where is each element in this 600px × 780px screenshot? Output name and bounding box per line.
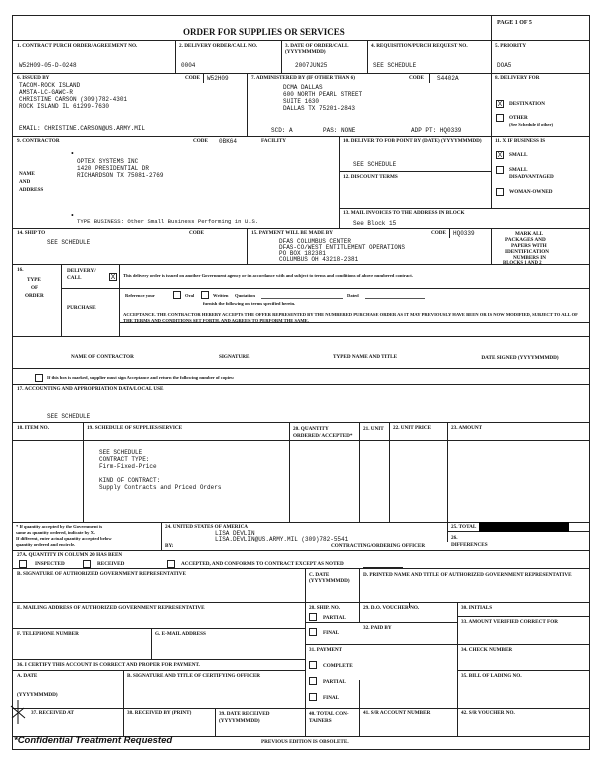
written-checkbox[interactable] xyxy=(201,291,209,299)
issued-line-3: CHRISTINE CARSON (309)782-4301 xyxy=(19,96,128,103)
accounting-value: SEE SCHEDULE xyxy=(47,413,91,420)
item-line-1: SEE SCHEDULE xyxy=(99,449,143,456)
ship-to-value: SEE SCHEDULE xyxy=(47,239,91,246)
administered-line-3: SUITE 1630 xyxy=(283,98,320,105)
disadvantaged-label-2: DISADVANTAGED xyxy=(509,174,554,180)
issued-email: EMAIL: CHRISTINE.CARSON@US.ARMY.MIL xyxy=(19,125,146,132)
gov-note-3: If different, enter actual quantity accepted below xyxy=(16,536,112,541)
initials-label: 30. INITIALS xyxy=(461,605,493,611)
mark-all-2: PACKAGES AND xyxy=(505,237,546,243)
auth-rep-signature-label: B. SIGNATURE OF AUTHORIZED GOVERNMENT REPRESENTATIVE xyxy=(17,571,186,577)
item-line-6: Supply Contracts and Priced Orders xyxy=(99,484,222,491)
united-states-label: 24. UNITED STATES OF AMERICA xyxy=(165,524,249,530)
partial-checkbox[interactable] xyxy=(309,613,317,621)
contractor-line-1: OPTEX SYSTEMS INC xyxy=(77,158,139,165)
check-number-label: 34. CHECK NUMBER xyxy=(461,647,513,653)
complete-label: COMPLETE xyxy=(323,663,353,669)
issued-by-label: 6. ISSUED BY xyxy=(17,75,50,81)
by-label: BY: xyxy=(165,543,174,549)
destination-checkbox[interactable]: X xyxy=(497,101,503,108)
other-note: (See Schedule if other) xyxy=(509,122,554,127)
accepted-label: ACCEPTED, AND CONFORMS TO CONTRACT EXCEPT AS NOTED xyxy=(181,561,344,567)
email-address-label: G. E-MAIL ADDRESS xyxy=(155,631,206,637)
item-no-header: 18. ITEM NO. xyxy=(17,425,49,431)
ship-to-label: 14. SHIP TO xyxy=(17,230,46,236)
unit-price-header: 22. UNIT PRICE xyxy=(393,425,432,431)
gov-note-2: same as quantity ordered, indicate by X. xyxy=(16,530,96,535)
total-containers-label: 40. TOTAL CON-TAINERS xyxy=(309,711,349,724)
quotation-label: Quotation xyxy=(235,293,255,298)
issued-code-label: CODE xyxy=(185,75,200,81)
gov-note-1: * If quantity accepted by the Government is xyxy=(16,524,103,529)
business-type: TYPE BUSINESS: Other Small Business Performing in U.S. xyxy=(77,218,259,225)
payment-line-2: DFAS-CO/WEST ENTITLEMENT OPERATIONS xyxy=(279,244,406,251)
woman-owned-label: WOMAN-OWNED xyxy=(509,189,553,195)
pas-value: PAS: NONE xyxy=(323,127,356,134)
received-by-label: 38. RECEIVED BY (PRINT) xyxy=(127,710,192,716)
administered-line-1: DCMA DALLAS xyxy=(283,84,323,91)
paid-by-label: 32. PAID BY xyxy=(363,625,392,631)
order-date-value: 2007JUN25 xyxy=(295,62,328,69)
delivery-for-label: 8. DELIVERY FOR xyxy=(495,75,540,81)
acceptance-text: ACCEPTANCE. THE CONTRACTOR HEREBY ACCEPTS THE OFFER REPRESENTED BY THE NUMBERED PURCHASE ORDER AS IT MAY PREVIOUSLY HAVE BEEN OR IS NOW MODIFIED, SUBJECT TO ALL OF THE TERMS AND CONDITIONS SET FORTH, AND AGREES TO PERFORM THE SAME. xyxy=(123,312,578,324)
previous-edition-note: PREVIOUS EDITION IS OBSOLETE. xyxy=(261,739,349,745)
total-label: 25. TOTAL xyxy=(451,524,477,530)
name-label: NAME xyxy=(19,171,35,177)
payment-code-value: HQ0339 xyxy=(453,230,475,237)
delivery-order-label: 2. DELIVERY ORDER/CALL NO. xyxy=(179,43,258,49)
destination-label: DESTINATION xyxy=(509,101,545,107)
priority-value: DOA5 xyxy=(497,62,512,69)
acceptance-checkbox[interactable] xyxy=(35,374,43,382)
payment-line-1: DFAS COLUMBUS CENTER xyxy=(279,238,352,245)
item-line-5: KIND OF CONTRACT: xyxy=(99,477,161,484)
rep-date-label: C. DATE (YYYYMMMDD) xyxy=(309,572,350,585)
typed-name-label: TYPED NAME AND TITLE xyxy=(333,354,398,360)
received-label: RECEIVED xyxy=(97,561,125,567)
written-label: Written xyxy=(213,293,229,298)
issued-line-1: TACOM-ROCK ISLAND xyxy=(19,82,81,89)
quantity-header: 20. QUANTITY ORDERED/ ACCEPTED* xyxy=(293,426,353,439)
sr-account-label: 41. S/R ACCOUNT NUMBER xyxy=(363,710,431,716)
contractor-line-3: RICHARDSON TX 75081-2769 xyxy=(77,172,164,179)
final-payment-checkbox[interactable] xyxy=(309,693,317,701)
contract-number-value: W52H09-05-D-0248 xyxy=(19,62,77,69)
partial-label: PARTIAL xyxy=(323,615,346,621)
administered-code-value: S4402A xyxy=(437,75,459,82)
contractor-code-label: CODE xyxy=(193,138,208,144)
redaction-bar xyxy=(479,522,569,532)
mailing-address-label: E. MAILING ADDRESS OF AUTHORIZED GOVERNMENT REPRESENTATIVE xyxy=(17,605,205,611)
mark-all-3: PAPERS WITH xyxy=(511,243,547,249)
item-line-3: Firm-Fixed-Price xyxy=(99,463,157,470)
unit-header: 21. UNIT xyxy=(363,426,384,432)
fob-point-label: 10. DELIVER TO FOB POINT BY (DATE) (YYYYMMMDD) xyxy=(343,138,482,144)
mark-all-6: BLOCKS 1 AND 2 xyxy=(503,261,542,266)
bullet-mark: • xyxy=(71,149,74,158)
final-label: FINAL xyxy=(323,630,340,636)
type-of-order-3: ORDER xyxy=(25,293,44,299)
order-date-label: 3. DATE OF ORDER/CALL (YYYYMMMDD) xyxy=(285,43,349,55)
gov-note-4: quantity ordered and encircle. xyxy=(16,542,76,547)
form-title: ORDER FOR SUPPLIES OR SERVICES xyxy=(183,27,345,37)
cert-date-format: (YYYYMMMDD) xyxy=(17,692,58,698)
woman-owned-checkbox[interactable] xyxy=(496,188,504,196)
differences-label: 26. DIFFERENCES xyxy=(451,535,488,548)
received-at-label: 37. RECEIVED AT xyxy=(31,710,74,716)
quantity-col20-label: 27A. QUANTITY IN COLUMN 20 HAS BEEN xyxy=(17,552,123,558)
date-received-label: 39. DATE RECEIVED (YYYYMMMDD) xyxy=(219,711,270,724)
oral-label: Oral xyxy=(185,293,195,298)
delivery-call-checkbox[interactable]: X xyxy=(110,274,116,281)
disadvantaged-label-1: SMALL xyxy=(509,167,528,173)
contractor-label: 9. CONTRACTOR xyxy=(17,138,60,144)
payment-code-label: CODE xyxy=(431,230,446,236)
mail-invoices-value: See Block 15 xyxy=(353,220,397,227)
payment-label: 31. PAYMENT xyxy=(309,647,343,653)
mark-all-1: MARK ALL xyxy=(515,231,544,237)
delivery-call-label: DELIVERY/ CALL xyxy=(67,268,96,282)
oral-checkbox[interactable] xyxy=(173,291,181,299)
certify-label: 36. I CERTIFY THIS ACCOUNT IS CORRECT AND PROPER FOR PAYMENT. xyxy=(17,662,200,668)
dated-label: Dated xyxy=(347,293,359,298)
disadvantaged-checkbox[interactable] xyxy=(496,166,504,174)
partial-payment-label: PARTIAL xyxy=(323,679,346,685)
ship-to-code-label: CODE xyxy=(189,230,204,236)
delivery-order-value: 0004 xyxy=(181,62,196,69)
certifying-officer-label: B. SIGNATURE AND TITLE OF CERTIFYING OFFICER xyxy=(127,673,261,679)
contractor-line-2: 1420 PRESIDENTIAL DR xyxy=(77,165,150,172)
contractor-name-label: NAME OF CONTRACTOR xyxy=(71,354,134,360)
bill-of-lading-label: 35. BILL OF LADING NO. xyxy=(461,673,522,679)
order-form xyxy=(12,15,590,750)
partial-payment-checkbox[interactable] xyxy=(309,677,317,685)
delivery-order-text: This delivery order is issued on another Government agency or in accordance with and subject to terms and conditions of above numbered contract. xyxy=(123,273,413,278)
issued-line-2: AMSTA-LC-GAWC-R xyxy=(19,89,74,96)
acceptance-box-note: If this box is marked, supplier must sign Acceptance and return the following number of copies: xyxy=(47,375,235,380)
officer-email: LISA.DEVLIN@US.ARMY.MIL (309)782-5541 xyxy=(215,536,349,543)
fob-point-value: SEE SCHEDULE xyxy=(353,161,397,168)
administered-label: 7. ADMINISTERED BY (IF OTHER THAN 6) xyxy=(251,75,356,81)
complete-checkbox[interactable] xyxy=(309,661,317,669)
purchase-label: PURCHASE xyxy=(67,305,96,311)
handwritten-mark xyxy=(8,698,28,726)
address-label: ADDRESS xyxy=(19,187,44,193)
payment-line-4: COLUMBUS OH 43218-2381 xyxy=(279,256,359,263)
mark-all-5: NUMBERS IN xyxy=(513,255,547,261)
contracting-officer-label: CONTRACTING/ORDERING OFFICER xyxy=(331,543,426,549)
inspected-checkbox[interactable] xyxy=(19,560,27,568)
payment-line-3: PO BOX 182381 xyxy=(279,250,326,257)
administered-line-4: DALLAS TX 75201-2843 xyxy=(283,105,356,112)
furnish-text: furnish the following on terms specified herein. xyxy=(203,301,296,306)
final-checkbox[interactable] xyxy=(309,628,317,636)
mail-invoices-label: 13. MAIL INVOICES TO THE ADDRESS IN BLOCK xyxy=(343,210,465,216)
small-business-label: SMALL xyxy=(509,152,528,158)
administered-line-2: 600 NORTH PEARL STREET xyxy=(283,91,363,98)
cert-date-label: A. DATE xyxy=(17,673,38,679)
contract-number-label: 1. CONTRACT PURCH ORDER/AGREEMENT NO. xyxy=(17,43,138,49)
issued-line-4: ROCK ISLAND IL 61299-7630 xyxy=(19,103,110,110)
issued-code-value: W52H09 xyxy=(207,75,229,82)
schedule-header: 19. SCHEDULE OF SUPPLIES/SERVICE xyxy=(87,425,183,431)
confidential-footnote: *Confidential Treatment Requested xyxy=(14,735,173,746)
page-number: PAGE 1 OF 5 xyxy=(497,20,532,26)
amount-verified-label: 33. AMOUNT VERIFIED CORRECT FOR xyxy=(461,619,558,625)
discount-terms-label: 12. DISCOUNT TERMS xyxy=(343,174,398,180)
requisition-value: SEE SCHEDULE xyxy=(373,62,417,69)
contractor-code-value: 0BK64 xyxy=(219,138,238,145)
priority-label: 5. PRIORITY xyxy=(495,43,527,49)
payment-by-label: 15. PAYMENT WILL BE MADE BY xyxy=(251,230,333,236)
requisition-label: 4. REQUISITION/PURCH REQUEST NO. xyxy=(371,43,468,49)
do-voucher-label: 29. D.O. VOUCHER NO. xyxy=(363,605,420,611)
sr-voucher-label: 42. S/R VOUCHER NO. xyxy=(461,710,515,716)
scd-value: SCD: A xyxy=(271,127,293,134)
officer-name-value: LISA DEVLIN xyxy=(215,530,255,537)
and-label: AND xyxy=(19,179,31,185)
mark-all-4: IDENTIFICATION xyxy=(505,249,550,255)
received-checkbox[interactable] xyxy=(83,560,91,568)
other-checkbox[interactable] xyxy=(496,114,504,122)
printed-name-label: D. PRINTED NAME AND TITLE OF AUTHORIZED GOVERNMENT REPRESENTATIVE xyxy=(363,572,572,578)
signature-label: SIGNATURE xyxy=(219,354,250,360)
telephone-label: F. TELEPHONE NUMBER xyxy=(17,631,79,637)
adp-point-value: ADP PT: HQ0339 xyxy=(411,127,462,134)
inspected-label: INSPECTED xyxy=(35,561,65,567)
final-payment-label: FINAL xyxy=(323,695,340,701)
administered-code-label: CODE xyxy=(409,75,424,81)
accepted-checkbox[interactable] xyxy=(167,560,175,568)
amount-header: 23. AMOUNT xyxy=(451,425,483,431)
date-signed-label: DATE SIGNED (YYYYMMMDD) xyxy=(481,355,559,361)
small-business-checkbox[interactable]: X xyxy=(497,152,503,159)
accounting-label: 17. ACCOUNTING AND APPROPRIATION DATA/LOCAL USE xyxy=(17,386,164,392)
other-label: OTHER xyxy=(509,115,528,121)
business-type-label: 11. X IF BUSINESS IS xyxy=(495,138,546,144)
reference-your: Reference your xyxy=(125,293,155,298)
bullet-mark-2: • xyxy=(71,211,74,220)
ship-no-label: 28. SHIP. NO. xyxy=(309,605,341,611)
box16-label: 16. xyxy=(17,267,24,273)
facility-label: FACILITY xyxy=(261,138,286,144)
item-line-2: CONTRACT TYPE: xyxy=(99,456,150,463)
type-of-order-1: TYPE xyxy=(27,277,41,283)
type-of-order-2: OF xyxy=(31,285,39,291)
